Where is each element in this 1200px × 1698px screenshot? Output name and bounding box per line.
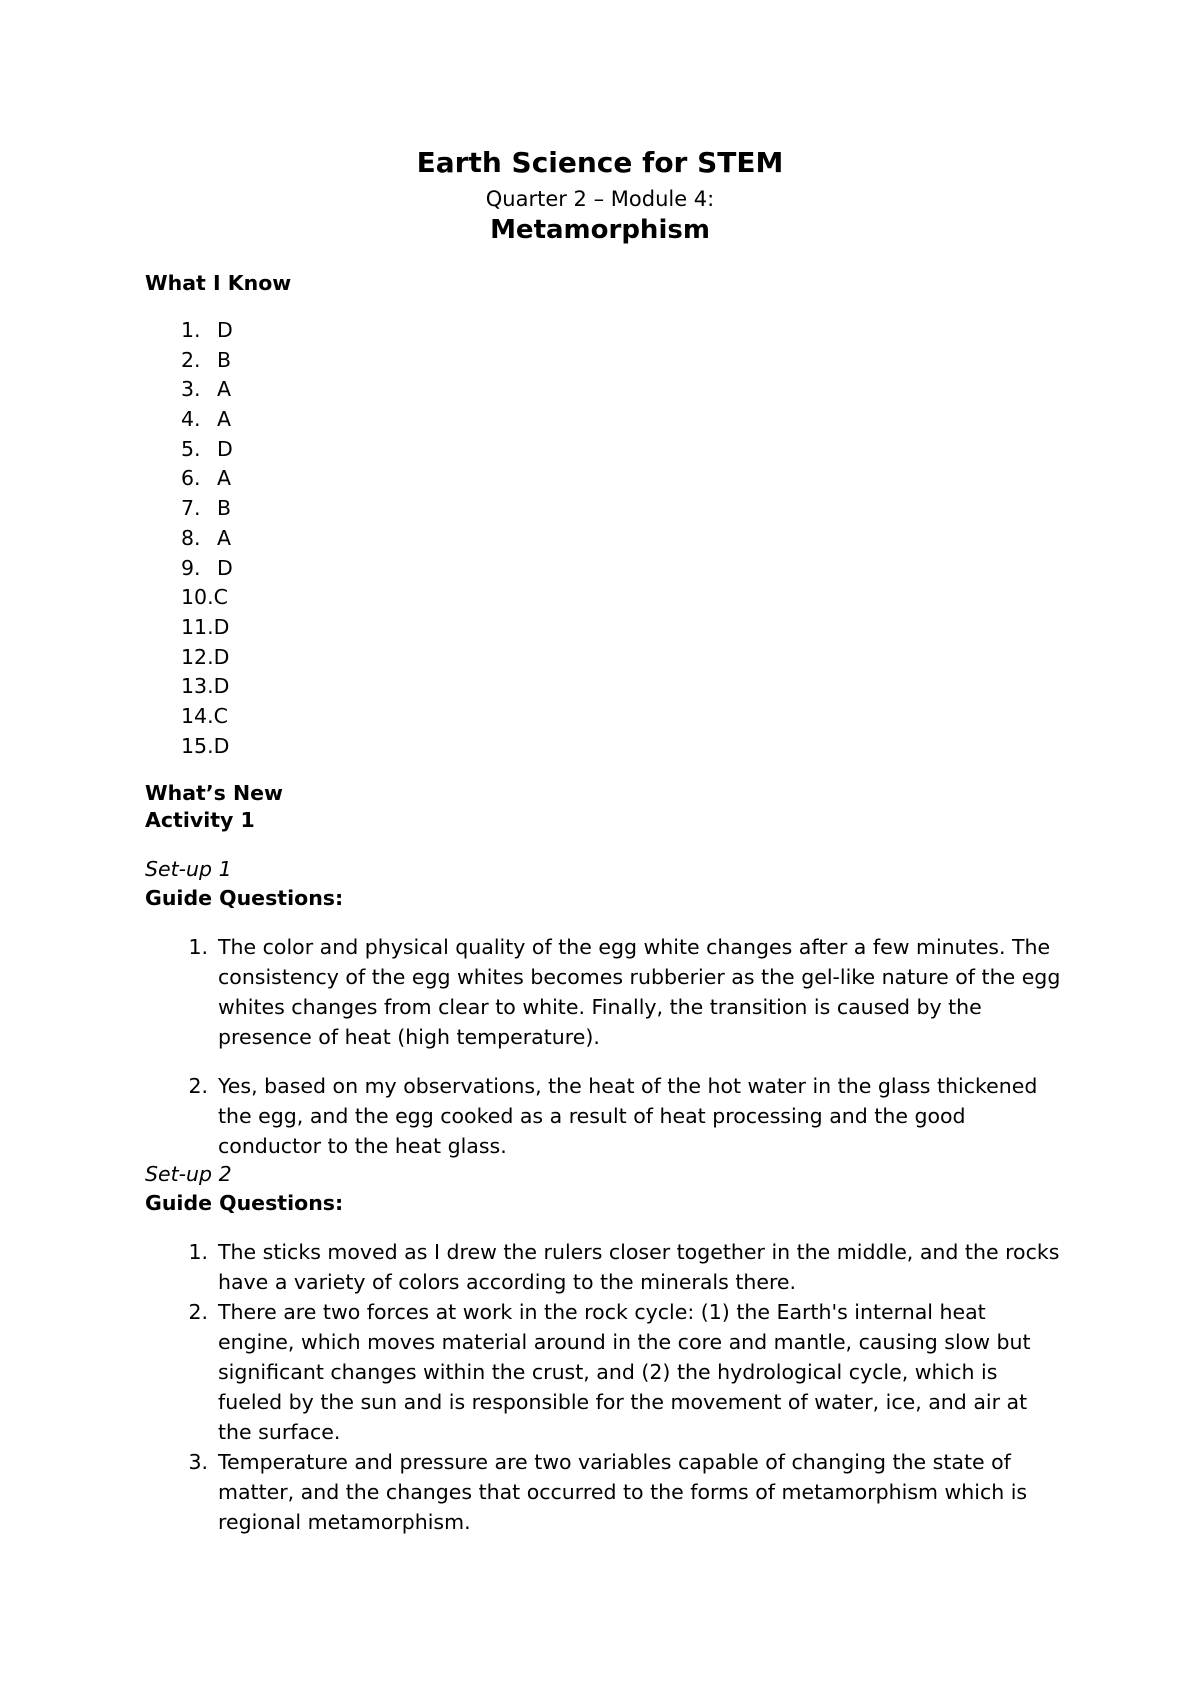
answer-number: 9. (181, 555, 201, 580)
answer-number: 5. (181, 436, 201, 461)
answer-value: D (217, 555, 233, 580)
answer-item (181, 464, 1065, 494)
question-answer-text: The sticks moved as I drew the rulers closer together in the middle, and the rocks have a variety of colors according to the minerals there. (218, 1240, 1060, 1295)
answer-item (181, 435, 1065, 465)
answer-number: 4. (181, 407, 201, 432)
module-title: Metamorphism (490, 215, 710, 245)
question-answer-text: The color and physical quality of the egg white changes after a few minutes. The consistency of the egg whites becomes rubberier as the gel-like nature of the egg whites changes from clear to white. Finally, the transition is caused by the presence of heat (high temperature). (218, 935, 1061, 1050)
question-item (145, 1071, 1065, 1161)
question-answer-text: Yes, based on my observations, the heat of the hot water in the glass thickened the egg, and the egg cooked as a result of heat processing and the good conductor to the heat glass. (218, 1074, 1038, 1159)
setup2-question-list (145, 1237, 1065, 1537)
setup1-guide-heading: Guide Questions: (145, 886, 344, 911)
answer-value: D (213, 644, 230, 669)
answer-item (181, 702, 1065, 732)
answer-item (181, 554, 1065, 584)
answer-value: A (217, 377, 232, 402)
answer-value: D (217, 436, 233, 461)
question-number: 2. (188, 1300, 208, 1325)
answer-number: 11. (181, 614, 214, 639)
answer-number: 7. (181, 496, 201, 521)
answer-item (181, 346, 1065, 376)
document-title: Earth Science for STEM (416, 146, 784, 179)
question-number: 1. (188, 1240, 208, 1265)
answer-item (181, 316, 1065, 346)
question-number: 3. (188, 1450, 208, 1475)
answer-value: D (213, 733, 230, 758)
question-answer-text: There are two forces at work in the rock cycle: (1) the Earth's internal heat engine, which moves material around in the core and mantle, causing slow but significant changes within the crust, and (2) the hydrological cycle, which is fueled by the sun and is responsible for the movement of water, ice, and air at the surface. (218, 1300, 1031, 1445)
answer-number: 3. (181, 377, 201, 402)
answer-item (181, 375, 1065, 405)
answer-value: B (217, 496, 232, 521)
setup1-question-list (145, 932, 1065, 1161)
question-number: 2. (188, 1074, 208, 1099)
setup1-label: Set-up 1 (145, 857, 232, 882)
answer-item (181, 672, 1065, 702)
answer-value: D (213, 614, 230, 639)
setup2-label: Set-up 2 (145, 1162, 232, 1187)
question-item (145, 1297, 1065, 1447)
answer-item (181, 732, 1065, 762)
answer-list (145, 316, 1065, 761)
answer-value: A (217, 407, 232, 432)
question-item (145, 932, 1065, 1052)
answer-number: 12. (181, 644, 214, 669)
answer-value: B (217, 347, 232, 372)
question-answer-text: Temperature and pressure are two variables capable of changing the state of matter, and the changes that occurred to the forms of metamorphism which is regional metamorphism. (218, 1450, 1028, 1535)
answer-item (181, 583, 1065, 613)
answer-number: 1. (181, 318, 201, 342)
question-item (145, 1237, 1065, 1297)
document-content (145, 268, 1065, 1537)
whats-new-heading: What’s New (145, 781, 283, 806)
answer-number: 10. (181, 585, 214, 610)
answer-number: 6. (181, 466, 201, 491)
answer-item (181, 405, 1065, 435)
answer-item (181, 643, 1065, 673)
question-item (145, 1447, 1065, 1537)
answer-value: C (213, 703, 228, 728)
answer-number: 13. (181, 674, 214, 699)
setup2-guide-heading: Guide Questions: (145, 1191, 344, 1216)
answer-number: 14. (181, 703, 214, 728)
answer-value: C (213, 585, 228, 610)
answer-item (181, 613, 1065, 643)
answer-item (181, 494, 1065, 524)
answer-number: 2. (181, 347, 201, 372)
answer-value: D (217, 318, 233, 342)
what-i-know-heading: What I Know (145, 271, 292, 295)
answer-value: A (217, 466, 232, 491)
answer-value: A (217, 525, 232, 550)
question-number: 1. (188, 935, 208, 960)
answer-number: 8. (181, 525, 201, 550)
activity-heading: Activity 1 (145, 808, 255, 833)
answer-number: 15. (181, 733, 214, 758)
module-subtitle: Quarter 2 – Module 4: (485, 187, 715, 211)
answer-item (181, 524, 1065, 554)
answer-value: D (213, 674, 230, 699)
